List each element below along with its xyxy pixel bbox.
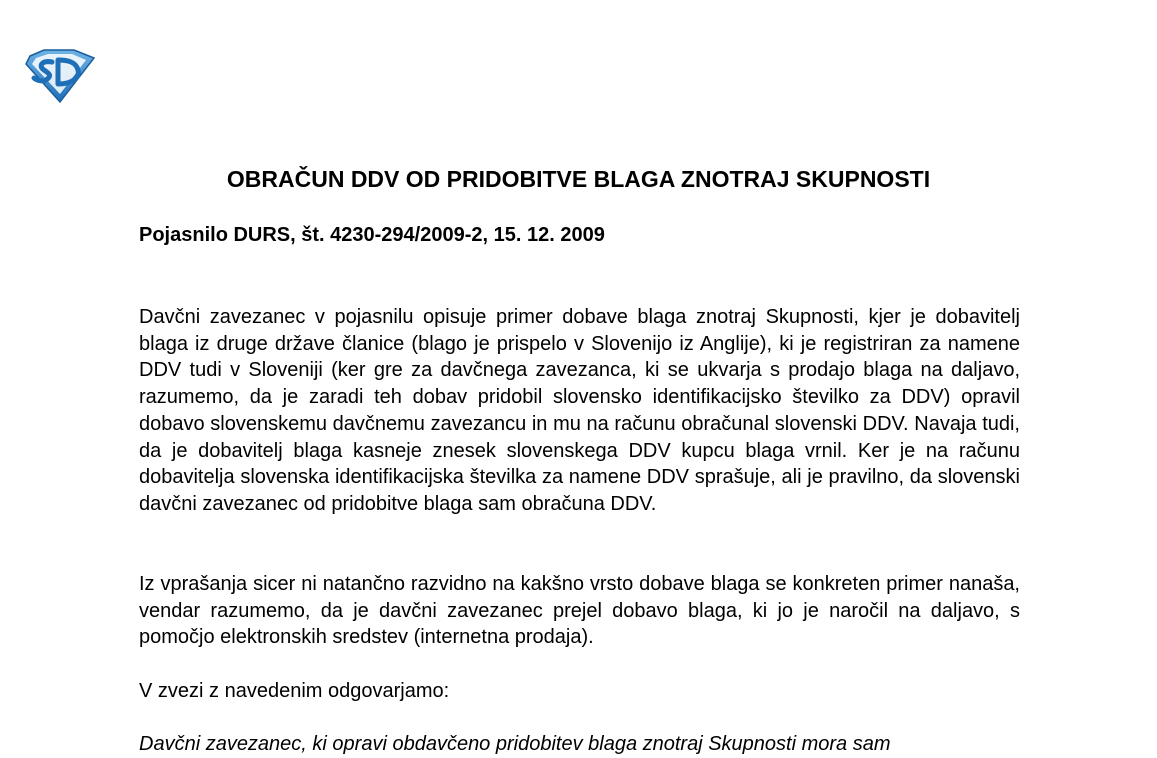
paragraph-1: Davčni zavezanec v pojasnilu opisuje primer dobave blaga znotraj Skupnosti, kjer je dobavitelj blaga iz druge države članice (blago je prispelo v Slovenijo iz Anglije), ki je registriran za namene DDV tudi v Sloveniji (ker gre za davčnega zavezanca, ki se ukvarja s prodajo blaga na daljavo, razumemo, da je zaradi teh dobav pridobil slovensko identifikacijsko številko za DDV) opravil dobavo slovenskemu davčnemu zavezancu in mu na računu obračunal slovenski DDV. Navaja tudi, da je dobavitelj blaga kasneje znesek slovenskega DDV kupcu blaga vrnil. Ker je na računu dobavitelja slovenska identifikacijska številka za namene DDV sprašuje, ali je pravilno, da slovenski davčni zavezanec od pridobitve blaga sam obračuna DDV. <box>139 306 1020 515</box>
paragraph-4: Davčni zavezanec, ki opravi obdavčeno pridobitev blaga znotraj Skupnosti mora sam <box>139 733 891 755</box>
paragraph-3: V zvezi z navedenim odgovarjamo: <box>139 680 450 702</box>
document-title: OBRAČUN DDV OD PRIDOBITVE BLAGA ZNOTRAJ SKUPNOSTI <box>226 166 931 192</box>
sd-diamond-logo-icon <box>22 48 96 104</box>
paragraph-2: Iz vprašanja sicer ni natančno razvidno na kakšno vrsto dobave blaga se konkreten primer nanaša, vendar razumemo, da je davčni zavezanec prejel dobavo blaga, ki jo je naročil na daljavo, s pomočjo elektronskih sredstev (internetna prodaja). <box>139 573 1020 649</box>
document-subtitle: Pojasnilo DURS, št. 4230-294/2009-2, 15. 12. 2009 <box>139 224 605 246</box>
